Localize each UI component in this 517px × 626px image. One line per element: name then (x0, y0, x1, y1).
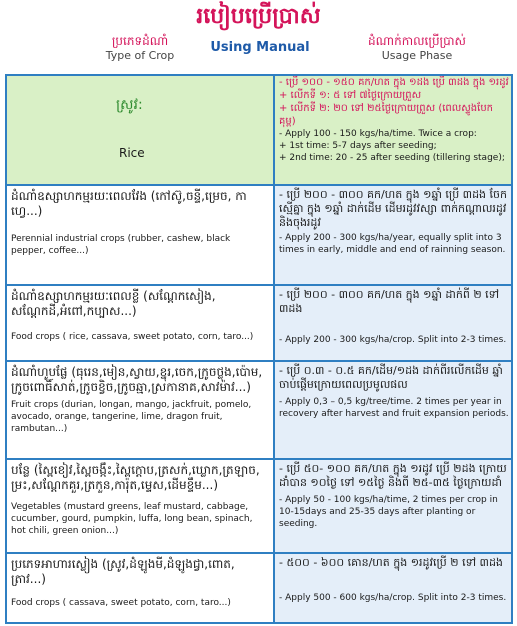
usage-en-line: - Apply 100 - 150 kgs/ha/time. Twice a crop: (279, 129, 477, 139)
crop-cell (5, 186, 275, 284)
header-right-en: Usage Phase (381, 49, 453, 62)
page-title: របៀបប្រើប្រាស់ (196, 4, 321, 29)
crop-cell (5, 460, 275, 552)
usage-km: - ប្រើ ២០០ - ៣០០ គក/ហត ក្នុង ១ឆ្នាំ ប្រើ ៣ដង ចែកស្មើគ្នា ក្នុង ១ឆ្នាំ ដាក់ដើម ដើមរដូវវស្សា ពាក់កណ្ដាលរដូវ និងចុងរដូវ (279, 188, 507, 229)
crop-name-en: Perennial industrial crops (rubber, cashew, black pepper, coffee...) (11, 234, 231, 256)
usage-km: - ប្រើ ២០០ - ៣០០ គក/ហត ក្នុង ១ឆ្នាំ ដាក់ពី ២ ទៅ ៣ដង (279, 288, 500, 315)
table-row (5, 186, 513, 284)
header-right-km: ដំណាក់កាលប្រើប្រាស់ (368, 34, 466, 48)
crop-cell (5, 74, 275, 184)
usage-en: - Apply 200 - 300 kgs/ha/crop. Split into 2-3 times. (279, 335, 507, 345)
table-row (5, 286, 513, 360)
usage-km: - ប្រើ ០.៣ - ០.៥ គក/ដើម/១ដង ដាក់ពីរលើកដើម ឆ្នាំចាប់ផ្ដើមក្រោយពេលប្រមូលផល (279, 364, 503, 391)
header-left-en: Type of Crop (105, 49, 175, 62)
table-row (5, 554, 513, 622)
crop-cell (5, 554, 275, 622)
usage-cell (275, 74, 513, 184)
usage-cell (275, 554, 513, 622)
header-type-of-crop (85, 34, 195, 62)
crop-cell (5, 286, 275, 360)
usage-cell (275, 362, 513, 458)
usage-cell (275, 460, 513, 552)
crop-name-km: ដំណាំហូបផ្លែ (ធុរេន,មៀន,ស្វាយ,ខ្នុរ,ចេក,ក្រូចថ្លុង,ប៉ោម, ក្រូចពោធិ៍សាត់,ក្រូចខ្វិច,ក្រូចឆ្មា,ស្រកានាគ,សាវម៉ាវ...) (11, 365, 263, 394)
usage-en-line: + 2nd time: 20 - 25 after seeding (tillering stage); (279, 153, 505, 163)
table-row (5, 74, 513, 184)
usage-en: - Apply 0,3 – 0,5 kg/tree/time. 2 times per year in recovery after harvest and fruit expansion periods. (279, 397, 509, 419)
crop-name-km: បន្លែ (ស្ពៃខៀវ,ស្ពៃចង្កឹះ,ស្ពៃក្ដោប,ត្រសក់,ឃ្លោក,ត្រឡាច, ម្រះ,សណ្ដែកគួរ,ត្រកួន,ការ៉ុត,ម្ទេស,ដើមខ្ទឹម...) (11, 463, 260, 492)
usage-km-line: + លើកទី ១: ៥ ទៅ ៧ថ្ងៃក្រោយព្រួស (279, 90, 422, 101)
table-row (5, 460, 513, 552)
usage-en: - Apply 200 - 300 kgs/ha/year, equally split into 3 times in early, middle and end of rainning season. (279, 233, 506, 255)
usage-km-line: + លើកទី ២: ២០ ទៅ ២៥ថ្ងៃក្រោយព្រួស (ពេលស្ទូងបែកគុម្ព) (279, 103, 494, 127)
usage-table (5, 74, 513, 624)
crop-name-en: Vegetables (mustard greens, leaf mustard, cabbage, cucumber, gourd, pumpkin, luffa, long bean, spinach, hot chili, green onion...) (11, 502, 253, 536)
usage-en: - Apply 500 - 600 kgs/ha/crop. Split into 2-3 times. (279, 593, 507, 603)
usage-en: - Apply 50 - 100 kgs/ha/time, 2 times per crop in 10-15days and 25-35 days after planting or seeding. (279, 495, 498, 529)
usage-cell (275, 186, 513, 284)
header-using-manual: Using Manual (210, 40, 310, 55)
usage-km: - ប្រើ ៥០- ១០០ គក/ហត ក្នុង ១រដូវ ប្រើ ២ដង ក្រោយដាំបាន ១០ថ្ងៃ ទៅ ១៥ថ្ងៃ និងពី ២៥-៣៥ ថ្ងៃក្រោយដាំ (279, 462, 507, 489)
crop-name-en: Fruit crops (durian, longan, mango, jackfruit, pomelo, avocado, orange, tangerine, lime, dragon fruit, rambutan...) (11, 400, 252, 434)
usage-en-line: + 1st time: 5-7 days after seeding; (279, 141, 437, 151)
table-row (5, 362, 513, 458)
crop-name-km: ប្រភេទអាហារស្លៀង (ស្រូវ,ដំឡូងមី,ដំឡូងជ្វា,ពោត, ត្រាវ...) (11, 557, 235, 586)
usage-km: - ៥០០ - ៦០០ គោន/ហត ក្នុង ១រដូវប្រើ ២ ទៅ ៣ដង (279, 556, 503, 569)
crop-name-en: Rice (119, 146, 145, 160)
crop-name-en: Food crops ( cassava, sweet potato, corn, taro...) (11, 598, 231, 608)
crop-name-km: ស្រូវ: (116, 97, 143, 113)
crop-cell (5, 362, 275, 458)
header-usage-phase (322, 34, 512, 62)
usage-cell (275, 286, 513, 360)
header-left-km: ប្រភេទដំណាំ (111, 34, 169, 48)
usage-km-line: - ប្រើ ១០០ - ១៥០ គក/ហត ក្នុង ១ដង ប្រើ ៣ដង ក្នុង ១រដូវ (279, 77, 509, 88)
crop-name-km: ដំណាំឧស្សាហកម្មរយៈពេលវែង (កៅស៊ូ,ចន្ទី,ម្រេច, កាហ្វេ...) (11, 189, 247, 218)
crop-name-km: ដំណាំឧស្សាហកម្មរយៈពេលខ្លី (សណ្ដែកសៀង, សណ្ដែកដី,អំពៅ,កប្បាស...) (11, 289, 216, 318)
crop-name-en: Food crops ( rice, cassava, sweet potato, corn, taro...) (11, 332, 254, 342)
